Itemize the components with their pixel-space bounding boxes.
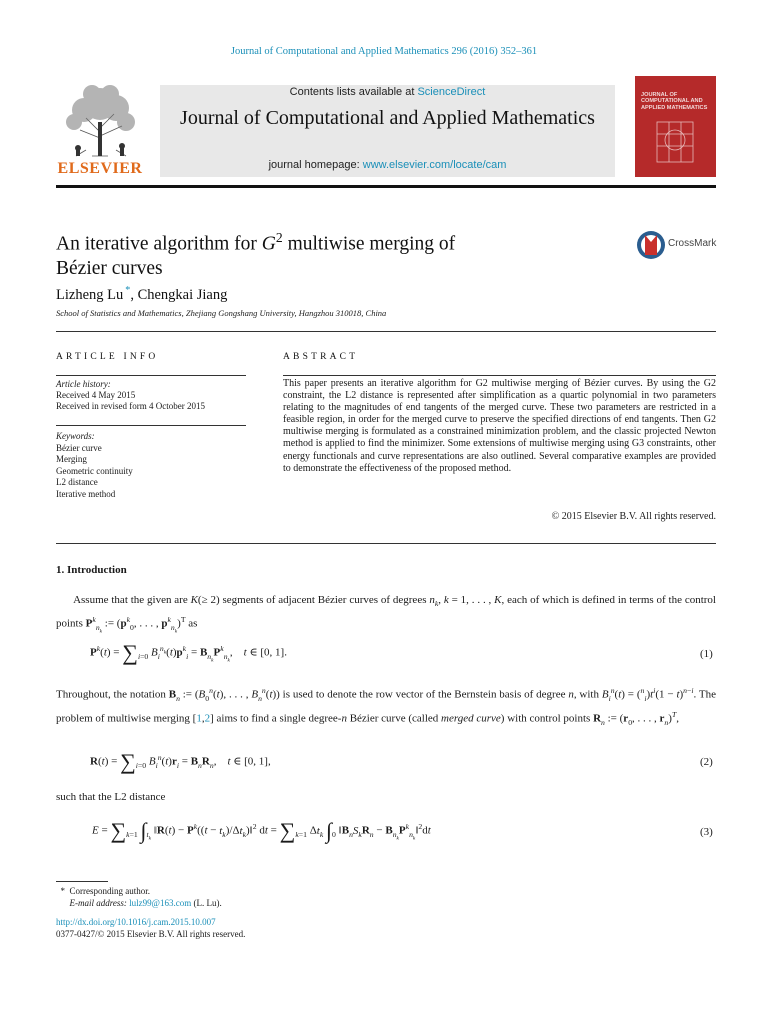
article-history bbox=[56, 379, 246, 412]
equation-2: $R(t) = \sum_{i=0}$ $B_i^n(t)r_i = B_nR_n$, t ∈ [0, 1], bbox=[90, 749, 271, 775]
keyword-item: L2 distance bbox=[56, 477, 98, 488]
cover-title: JOURNAL OF COMPUTATIONAL AND APPLIED MATHEMATICS bbox=[641, 92, 708, 111]
title-part2: multiwise merging of bbox=[282, 233, 456, 255]
email-suffix: (L. Lu). bbox=[191, 898, 222, 908]
journal-cover-thumbnail[interactable] bbox=[635, 76, 716, 177]
intro-paragraph-2: Throughout, the notation $B_n$ := ($B_0^n(t)$, . . . , $B_n^n(t)$) is used to denote the row vector of the Bernstein basis of degree n, with $B_i^n(t) = (^n_i)t^i(1 - t)^{n-i}$. The problem of multiwise merging [1,2] aims to find a single degree-n Bézier curve (called merged curve) with control points $R_n$ := ($r_0$, . . . , $r_n)^T$, bbox=[56, 686, 716, 727]
journal-citation[interactable]: Journal of Computational and Applied Mathematics 296 (2016) 352–361 bbox=[230, 46, 538, 57]
equation-3: $E = \sum_{k=1}$ $\int_{t_k}$ ‖R(t) − $P^k((t$ − $t_k)/\Delta t_k)‖^2$ dt = $\sum_{k=1}$ $\Delta t_k$ $\int_0$ $‖B_nS_kR_n$ − $B_{n_k}P^k_{n_k}‖^2dt$ bbox=[92, 818, 431, 844]
crossmark-badge[interactable] bbox=[636, 230, 736, 260]
intro-paragraph-3: such that the L2 distance bbox=[56, 791, 166, 803]
corresponding-author-marker[interactable]: * bbox=[125, 285, 131, 296]
author-affiliation: School of Statistics and Mathematics, Zhejiang Gongshang University, Hangzhou 310018, China bbox=[56, 308, 387, 318]
title-g-superscript: 2 bbox=[275, 230, 283, 245]
received-date: Received 4 May 2015 bbox=[56, 390, 136, 400]
corresponding-author-note: Corresponding author. bbox=[69, 886, 150, 896]
journal-homepage-link[interactable]: www.elsevier.com/locate/cam bbox=[362, 159, 507, 171]
abstract-rule bbox=[283, 375, 716, 376]
title-part1: An iterative algorithm for bbox=[56, 233, 262, 255]
elsevier-logo[interactable] bbox=[56, 82, 144, 178]
keyword-item: Geometric continuity bbox=[56, 465, 133, 476]
equation-number: (1) bbox=[700, 648, 713, 660]
contents-line bbox=[160, 85, 615, 98]
sciencedirect-link[interactable]: ScienceDirect bbox=[417, 86, 486, 98]
history-label: Article history: bbox=[56, 379, 111, 389]
homepage-line bbox=[160, 159, 615, 171]
abstract-text: This paper presents an iterative algorithm for G2 multiwise merging of Bézier curves. By using the G2 constraint, the L2 distance is represented after simplification as a quartic polynomial in two parameters relating to the magnitudes of end tangents of the merged curve. These two parameters are restricted in a feasible region, in order for the merged curve to preserve the specified directions of end tangents. Then G2 multiwise merging is formulated as a constrained minimization problem, and the classic projected Newton method is applied to find the minimizer. Some extensions of multiwise merging using G3 constraints, other energy functionals and curve representations are also outlined. Several comparative examples are provided to demonstrate the effectiveness of the proposed method. bbox=[283, 378, 716, 474]
citation-link[interactable]: 1 bbox=[196, 712, 202, 725]
author-email-link[interactable]: lulz99@163.com bbox=[129, 898, 192, 908]
equation-number: (2) bbox=[700, 756, 713, 768]
journal-title: Journal of Computational and Applied Mathematics bbox=[180, 107, 595, 129]
contents-prefix: Contents lists available at bbox=[289, 86, 418, 98]
info-rule bbox=[56, 375, 246, 376]
elsevier-wordmark: ELSEVIER bbox=[57, 160, 143, 177]
title-g-symbol: G bbox=[261, 233, 276, 255]
abstract-heading: ABSTRACT bbox=[283, 352, 359, 362]
article-info-heading: ARTICLE INFO bbox=[56, 352, 159, 362]
email-label: E-mail address: bbox=[69, 898, 130, 908]
keyword-item: Merging bbox=[56, 454, 87, 465]
author-name: Lizheng Lu bbox=[56, 286, 124, 303]
keywords-block bbox=[56, 431, 246, 501]
title-line2: Bézier curves bbox=[56, 257, 163, 279]
revised-date: Received in revised form 4 October 2015 bbox=[56, 401, 205, 411]
citation-link[interactable]: 2 bbox=[204, 712, 211, 725]
footnotes bbox=[56, 885, 716, 940]
homepage-prefix: journal homepage: bbox=[268, 159, 363, 171]
doi-link[interactable]: http://dx.doi.org/10.1016/j.cam.2015.10.007 bbox=[56, 917, 216, 927]
author-list bbox=[56, 285, 227, 304]
crossmark-icon bbox=[636, 230, 666, 260]
journal-masthead bbox=[160, 85, 615, 177]
header-rule bbox=[56, 185, 716, 188]
crossmark-label: CrossMark bbox=[668, 238, 717, 249]
cover-artwork-icon bbox=[653, 118, 697, 168]
keyword-item: Bézier curve bbox=[56, 442, 102, 453]
elsevier-tree-icon bbox=[56, 82, 144, 160]
body-rule bbox=[56, 543, 716, 544]
equation-1: $P^k(t) = \sum_{i=0}$ $B_i^{n_k}(t)p^k_i = B_{n_k}P^k_{n_k}$, t ∈ [0, 1]. bbox=[90, 640, 287, 666]
footnote-email bbox=[56, 897, 716, 909]
abstract-copyright: © 2015 Elsevier B.V. All rights reserved. bbox=[551, 511, 716, 522]
author-separator: , bbox=[130, 286, 138, 303]
footnote-rule bbox=[56, 881, 108, 882]
author-name: Chengkai Jiang bbox=[137, 286, 228, 303]
footnote-corresponding: * Corresponding author. bbox=[56, 886, 150, 896]
intro-paragraph-1: Assume that the given are K(≥ 2) segments of adjacent Bézier curves of degrees $n_k$, k = 1, . . . , K, each of which is defined in terms of the control points $P^k_{n_k}$ := ($p^k_0$, . . . , $p^k_{n_k})^T$ as bbox=[56, 594, 716, 635]
keywords-label: Keywords: bbox=[56, 431, 95, 441]
keywords-rule bbox=[56, 425, 246, 426]
keyword-item: Iterative method bbox=[56, 488, 116, 499]
equation-number: (3) bbox=[700, 826, 713, 838]
section-rule bbox=[56, 331, 716, 332]
issn-line: 0377-0427/© 2015 Elsevier B.V. All rights reserved. bbox=[56, 929, 246, 939]
article-title bbox=[56, 226, 576, 281]
section-heading-introduction: 1. Introduction bbox=[56, 564, 127, 576]
